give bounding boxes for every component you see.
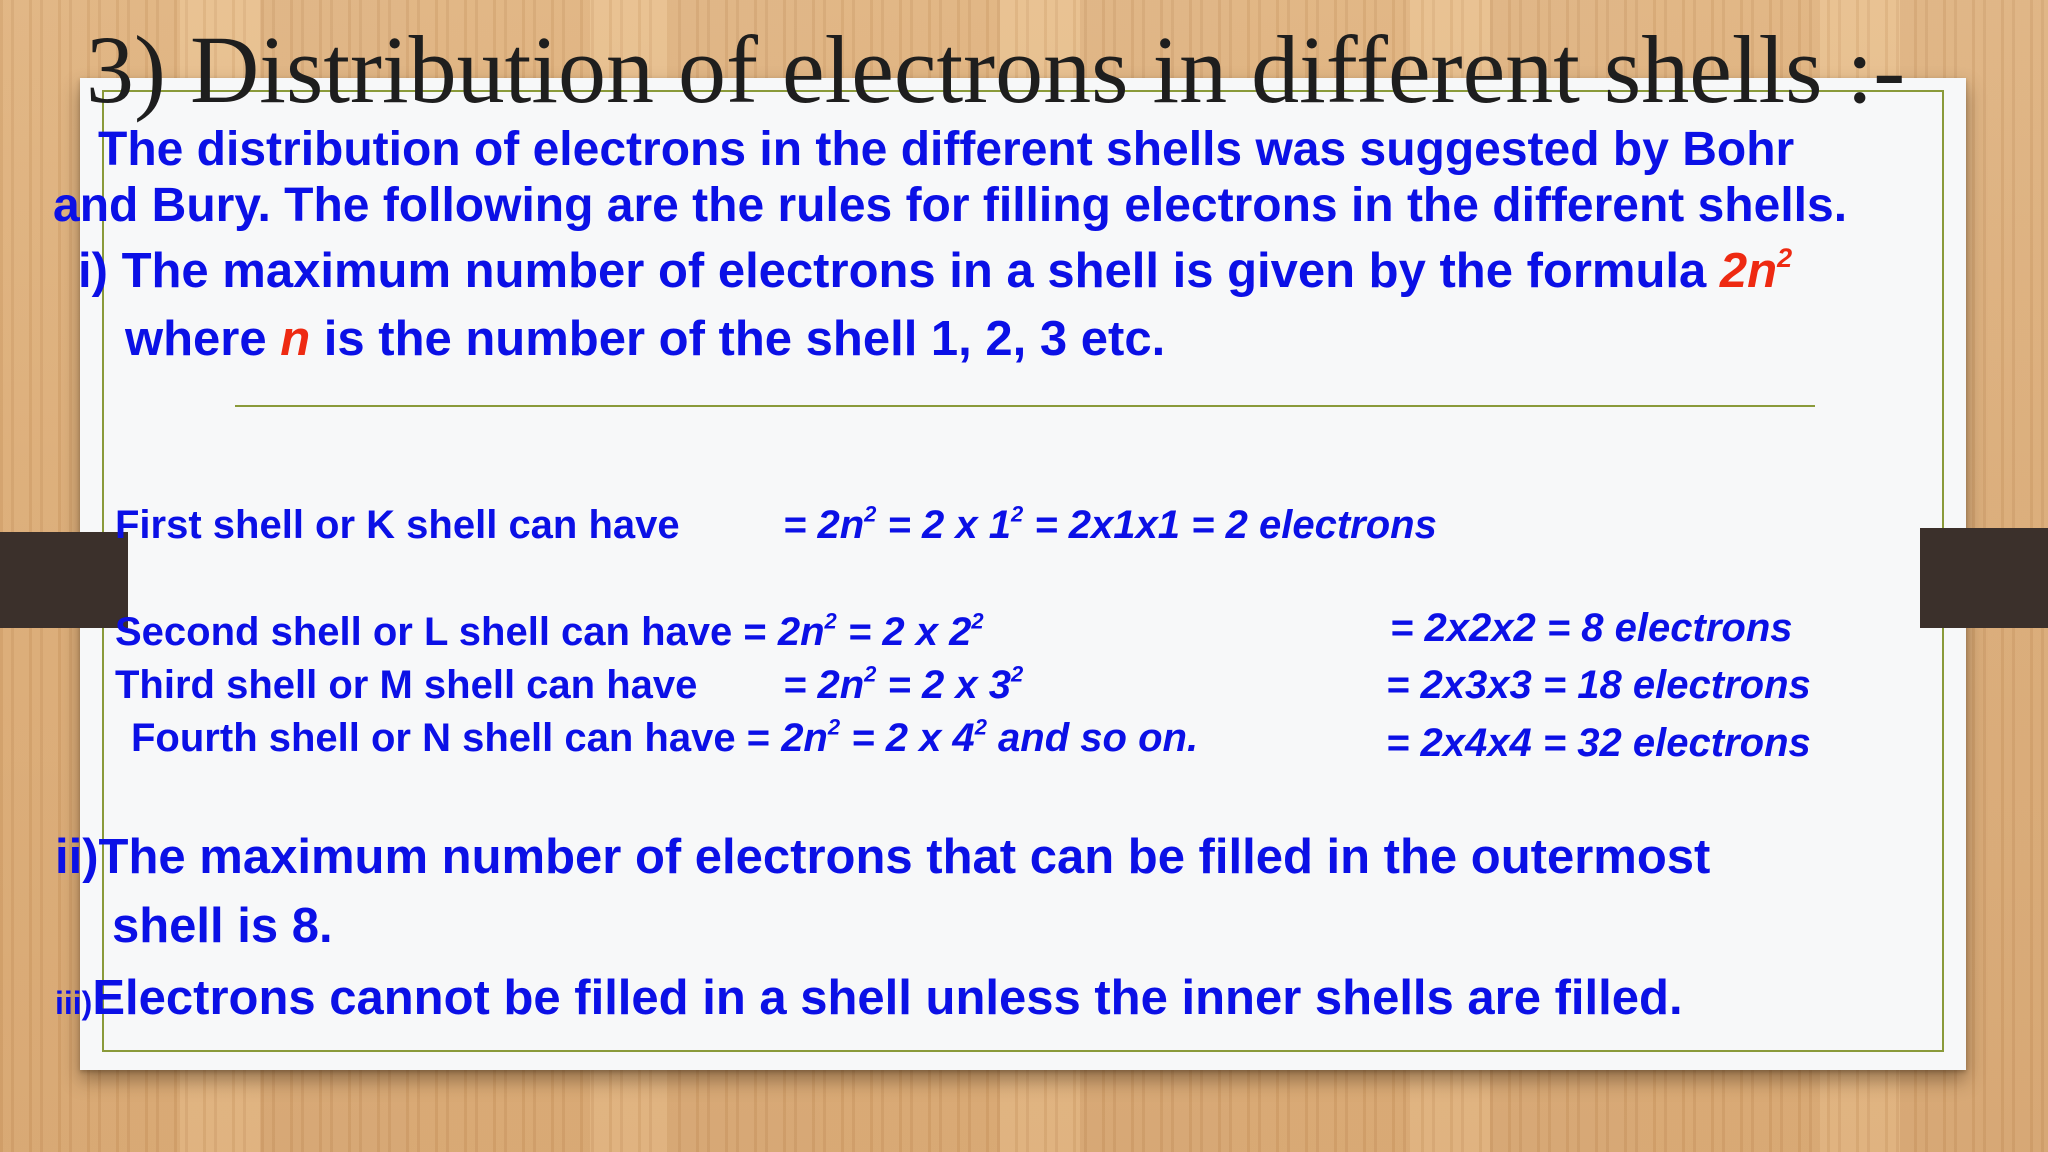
rule-3-numeral: iii) xyxy=(55,985,93,1021)
intro-line-2: and Bury. The following are the rules for filling electrons in the different shells. xyxy=(53,179,1848,232)
shell-l-exp1: 2 xyxy=(824,608,837,634)
shell-l-exp2: 2 xyxy=(971,608,984,634)
shell-l-equation xyxy=(778,610,984,654)
shell-l-substitution: = 2 x 2 xyxy=(836,610,972,654)
intro-line-1: The distribution of electrons in the different shells was suggested by Bohr xyxy=(98,123,1795,176)
rule-2-line-1 xyxy=(55,827,1710,887)
shell-m-exp1: 2 xyxy=(864,661,877,687)
shell-n-formula: 2n xyxy=(781,716,828,760)
right-binder-tab xyxy=(1920,528,2048,628)
shell-l-line xyxy=(115,607,984,657)
left-binder-tab xyxy=(0,532,128,628)
shell-l-result: = 2x2x2 = 8 electrons xyxy=(1390,606,1793,650)
rule-1-suffix: is the number of the shell 1, 2, 3 etc. xyxy=(310,312,1166,366)
shell-n-equation xyxy=(781,716,1198,760)
rule-1-numeral: i) xyxy=(78,244,108,298)
rule-2-numeral: ii) xyxy=(55,830,99,884)
shell-l-formula: 2n xyxy=(777,610,825,654)
shell-n-label: Fourth shell or N shell can have = xyxy=(131,716,782,760)
rule-1-line-2 xyxy=(125,309,1165,369)
shell-n-exp1: 2 xyxy=(827,714,841,740)
rule-1-text: The maximum number of electrons in a shell is given by the formula xyxy=(121,244,1720,298)
shell-m-formula: = 2n xyxy=(783,663,865,707)
shell-n-result: = 2x4x4 = 32 electrons xyxy=(1386,721,1811,765)
slide-title: 3) Distribution of electrons in different shells :- xyxy=(86,16,1906,123)
shell-k-result: = 2x1x1 = 2 electrons xyxy=(1023,503,1437,547)
shell-m-substitution: = 2 x 3 xyxy=(876,663,1011,707)
shell-n-tail: and so on. xyxy=(986,716,1199,760)
shell-k-exp1: 2 xyxy=(864,501,877,527)
shell-n-exp2: 2 xyxy=(974,714,987,740)
shell-n-line xyxy=(131,713,1198,763)
shell-k-substitution: = 2 x 1 xyxy=(876,503,1011,547)
rule-3-text: Electrons cannot be filled in a shell unless the inner shells are filled. xyxy=(92,971,1683,1025)
rule-3-line xyxy=(55,968,1683,1033)
rule-1-line-1 xyxy=(78,241,1792,301)
rule-2-text: The maximum number of electrons that can be filled in the outermost xyxy=(98,830,1711,884)
shell-k-label: First shell or K shell can have xyxy=(115,503,680,547)
shell-k-formula: = 2n xyxy=(783,503,865,547)
shell-m-equation xyxy=(783,660,1023,710)
shell-l-label: Second shell or L shell can have = xyxy=(115,610,778,654)
section-divider xyxy=(235,405,1815,407)
variable-n: n xyxy=(280,312,311,366)
formula-exponent: 2 xyxy=(1777,242,1793,273)
formula-base: 2n xyxy=(1719,244,1778,298)
shell-k-exp2: 2 xyxy=(1010,501,1024,527)
rule-1-where: where xyxy=(125,312,281,366)
shell-m-label: Third shell or M shell can have xyxy=(115,663,698,707)
slide-inner-frame xyxy=(102,90,1944,1052)
shell-m-exp2: 2 xyxy=(1010,661,1024,687)
formula-2n2 xyxy=(1720,244,1792,298)
shell-m-result: = 2x3x3 = 18 electrons xyxy=(1386,663,1811,707)
rule-2-line-2: shell is 8. xyxy=(112,899,333,953)
shell-k-equation xyxy=(783,500,1437,550)
shell-n-substitution: = 2 x 4 xyxy=(840,716,975,760)
